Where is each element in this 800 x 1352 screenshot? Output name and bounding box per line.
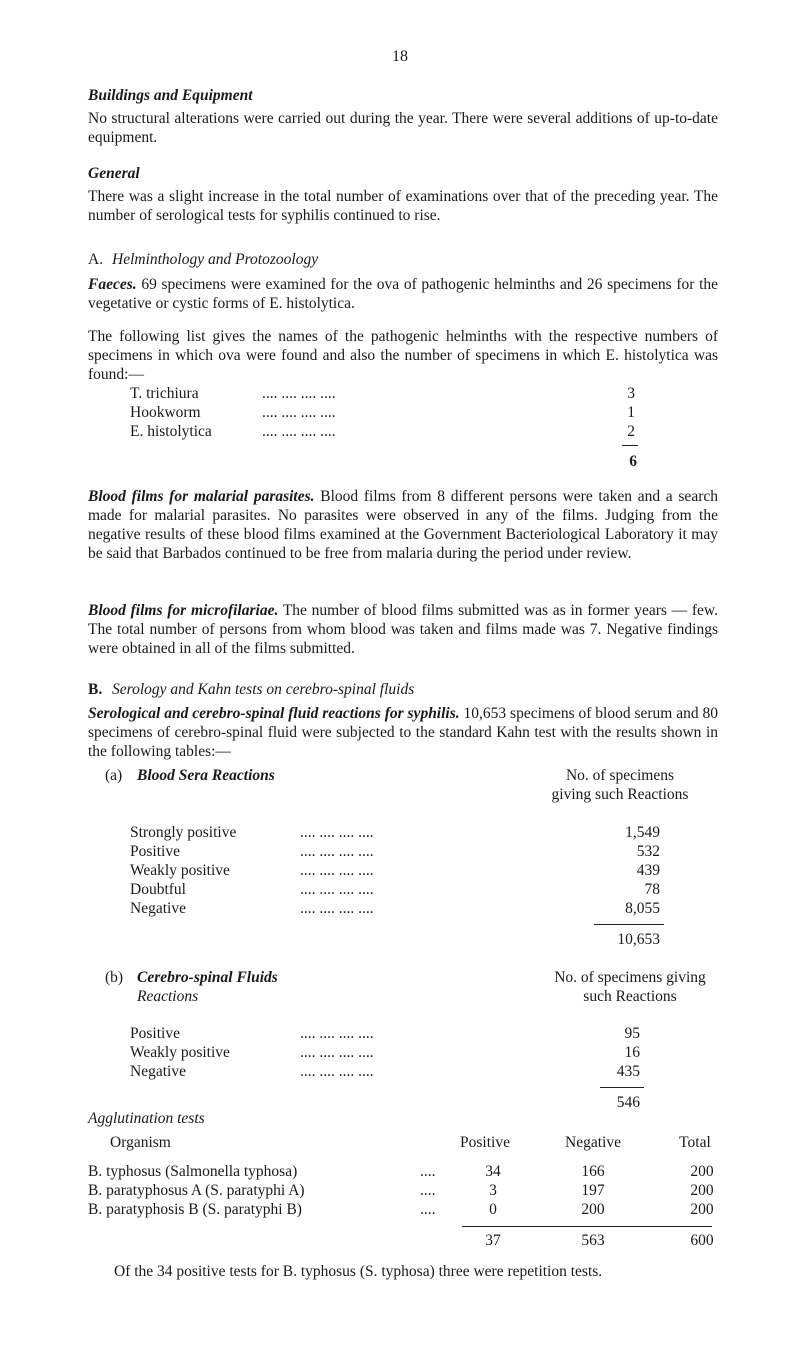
total-rule	[594, 924, 664, 925]
buildings-paragraph	[88, 109, 718, 147]
total-rule	[622, 445, 638, 446]
helminth-list-intro: The following list gives the names of the pathogenic helminths with the respective numbers of specimens in which ova were found and also the number of specimens in which E. histolytica was found:—	[88, 328, 718, 383]
total-negative: 563	[581, 1232, 605, 1249]
col-header-positive: Positive	[460, 1134, 510, 1151]
list-total: 6	[629, 453, 637, 470]
list-item-count: 1	[627, 404, 635, 421]
row-value: 439	[636, 862, 660, 879]
table-row	[130, 899, 660, 918]
page-number: 18	[392, 48, 408, 65]
table-row	[130, 1062, 640, 1081]
row-value: 8,055	[625, 900, 660, 917]
table-row	[130, 861, 660, 880]
row-total: 200	[690, 1201, 714, 1218]
section-a-heading: Helminthology and Protozoology	[112, 251, 319, 268]
faeces-lead: Faeces.	[88, 276, 137, 293]
table-a-total: 10,653	[617, 931, 660, 948]
table-a-col-header-2: giving such Reactions	[551, 786, 689, 803]
general-heading: General	[88, 165, 140, 182]
leader-dots: .... .... .... ....	[300, 1044, 374, 1061]
row-positive: 3	[489, 1182, 497, 1199]
malaria-lead: Blood films for malarial parasites.	[88, 488, 315, 505]
row-label: Negative	[130, 900, 186, 917]
leader-dots: .... .... .... ....	[300, 900, 374, 917]
row-organism: B. typhosus (Salmonella typhosa)	[88, 1163, 298, 1180]
table-row	[88, 1181, 738, 1200]
buildings-text: No structural alterations were carried out during the year. There were several additions of up-to-date equipment.	[88, 110, 718, 146]
row-negative: 200	[581, 1201, 605, 1218]
row-label: Positive	[130, 843, 180, 860]
table-b-total: 546	[616, 1094, 640, 1111]
list-item-count: 3	[627, 385, 635, 402]
agglutination-heading: Agglutination tests	[88, 1110, 205, 1127]
row-total: 200	[690, 1163, 714, 1180]
faeces-paragraph	[88, 275, 718, 313]
leader-dots: ....	[420, 1182, 436, 1199]
list-item	[130, 384, 635, 403]
agglutination-footnote: Of the 34 positive tests for B. typhosus (S. typhosa) three were repetition tests.	[114, 1263, 603, 1280]
buildings-heading: Buildings and Equipment	[88, 87, 253, 104]
row-value: 78	[644, 881, 660, 898]
list-item-name: T. trichiura	[130, 385, 199, 402]
row-value: 532	[636, 843, 660, 860]
total-positive: 37	[485, 1232, 501, 1249]
microfilariae-lead: Blood films for microfilariae.	[88, 602, 279, 619]
leader-dots: .... .... .... ....	[262, 404, 336, 421]
leader-dots: .... .... .... ....	[300, 862, 374, 879]
list-item-name: E. histolytica	[130, 423, 212, 440]
row-positive: 34	[485, 1163, 501, 1180]
total-rule	[600, 1087, 644, 1088]
row-value: 16	[624, 1044, 640, 1061]
table-row	[130, 823, 660, 842]
table-a-title: Blood Sera Reactions	[137, 767, 275, 784]
table-row	[130, 1043, 640, 1062]
table-row	[88, 1200, 738, 1219]
row-positive: 0	[489, 1201, 497, 1218]
leader-dots: ....	[420, 1201, 436, 1218]
table-a-label: (a)	[105, 767, 123, 784]
row-total: 200	[690, 1182, 714, 1199]
general-paragraph: There was a slight increase in the total number of examinations over that of the preceding year. The number of serological tests for syphilis continued to rise.	[88, 188, 718, 224]
microfilariae-text: The number of blood films submitted was as in former years — few. The total number of persons from whom blood was taken and films made was 7. Negative findings were obtained in all of the films submitted.	[88, 602, 718, 657]
faeces-text: 69 specimens were examined for the ova of pathogenic helminths and 26 specimens for the vegetative or cystic forms of E. histolytica.	[88, 276, 719, 312]
leader-dots: .... .... .... ....	[262, 385, 336, 402]
row-label: Negative	[130, 1063, 186, 1080]
total-total: 600	[690, 1232, 714, 1249]
table-b-col-header-2: such Reactions	[583, 988, 677, 1005]
leader-dots: .... .... .... ....	[300, 824, 374, 841]
section-b-heading: Serology and Kahn tests on cerebro-spinal fluids	[112, 681, 415, 698]
row-label: Weakly positive	[130, 862, 230, 879]
table-b-col-header-1: No. of specimens giving	[554, 969, 706, 986]
list-item	[130, 422, 635, 441]
row-value: 1,549	[625, 824, 660, 841]
list-item-count: 2	[627, 423, 635, 440]
list-item	[130, 403, 635, 422]
table-row	[130, 842, 660, 861]
table-row	[130, 880, 660, 899]
list-item-name: Hookworm	[130, 404, 201, 421]
col-header-total: Total	[679, 1134, 711, 1151]
totals-rule	[462, 1226, 712, 1227]
row-organism: B. paratyphosis B (S. paratyphi B)	[88, 1201, 302, 1218]
leader-dots: .... .... .... ....	[300, 843, 374, 860]
row-label: Positive	[130, 1025, 180, 1042]
row-value: 435	[616, 1063, 640, 1080]
leader-dots: .... .... .... ....	[300, 1025, 374, 1042]
serology-lead: Serological and cerebro-spinal fluid reactions for syphilis.	[88, 705, 460, 722]
microfilariae-paragraph	[88, 601, 718, 658]
row-label: Doubtful	[130, 881, 186, 898]
table-b-title-line-1: Cerebro-spinal Fluids	[137, 969, 278, 986]
malaria-text: Blood films from 8 different persons were taken and a search made for malarial parasites. No parasites were observed in any of the films. Judging from the negative results of these blood films examined at the Government Bacteriological Laboratory it may be said that Barbados continued to be free from malaria during the period under review.	[88, 488, 718, 562]
table-a-col-header-1: No. of specimens	[565, 767, 675, 784]
row-label: Strongly positive	[130, 824, 237, 841]
row-label: Weakly positive	[130, 1044, 230, 1061]
table-row	[130, 1024, 640, 1043]
col-header-organism: Organism	[110, 1134, 171, 1151]
row-negative: 197	[581, 1182, 605, 1199]
leader-dots: .... .... .... ....	[300, 881, 374, 898]
section-b-letter: B.	[88, 681, 103, 698]
row-organism: B. paratyphosus A (S. paratyphi A)	[88, 1182, 305, 1199]
table-b-title-line-2: Reactions	[137, 988, 199, 1005]
table-b-label: (b)	[105, 969, 124, 986]
leader-dots: .... .... .... ....	[262, 423, 336, 440]
leader-dots: ....	[420, 1163, 436, 1180]
serology-paragraph	[88, 704, 718, 761]
leader-dots: .... .... .... ....	[300, 1063, 374, 1080]
section-a-letter: A.	[88, 251, 104, 268]
serology-text: 10,653 specimens of blood serum and 80 specimens of cerebro-spinal fluid were subjected to the standard Kahn test with the results shown in the following tables:—	[88, 705, 718, 760]
row-value: 95	[624, 1025, 640, 1042]
table-row	[88, 1162, 738, 1181]
col-header-negative: Negative	[565, 1134, 621, 1151]
row-negative: 166	[581, 1163, 605, 1180]
malaria-paragraph	[88, 487, 718, 563]
